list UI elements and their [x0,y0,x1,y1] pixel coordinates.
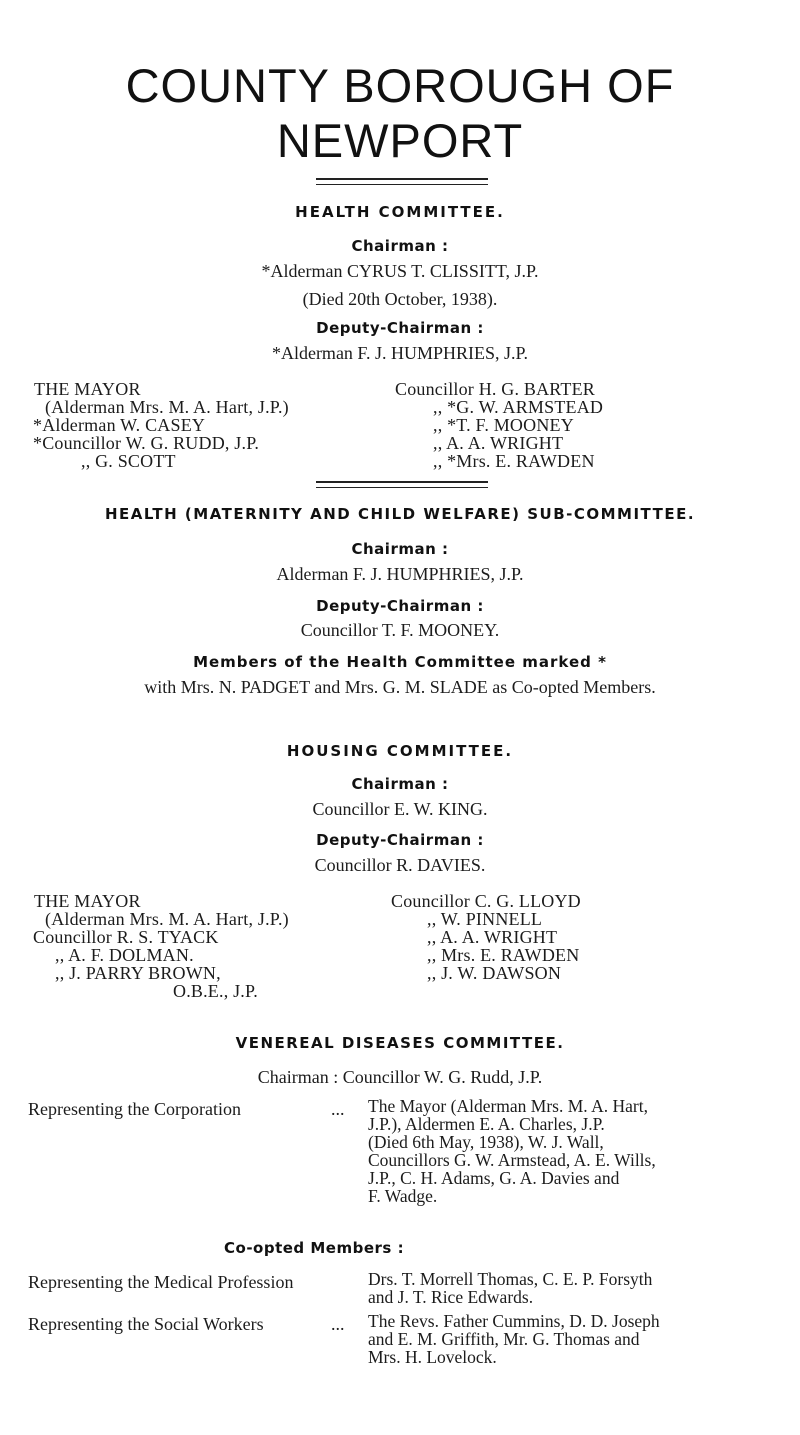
member-entry: ,, *G. W. ARMSTEAD [433,397,604,417]
member-entry: ,, A. A. WRIGHT [433,433,564,453]
members-marked-note: Members of the Health Committee marked * [193,653,607,671]
member-entry: (Alderman Mrs. M. A. Hart, J.P.) [45,397,289,417]
social-label: Representing the Social Workers [28,1314,264,1334]
member-entry: ,, J. PARRY BROWN, [55,963,221,983]
leader-dots: ... [331,1099,345,1119]
member-entry: (Alderman Mrs. M. A. Hart, J.P.) [45,909,289,929]
chairman-label: Chairman : [351,237,449,255]
housing-deputy-chairman: Councillor R. DAVIES. [314,855,486,875]
medical-members [368,1270,652,1306]
member-line: Drs. T. Morrell Thomas, C. E. P. Forsyth [368,1269,653,1289]
health-committee-heading: HEALTH COMMITTEE. [295,203,505,221]
maternity-deputy-chairman: Councillor T. F. MOONEY. [300,620,500,640]
member-entry: ,, Mrs. E. RAWDEN [427,945,580,965]
member-line: J.P.), Aldermen E. A. Charles, J.P. [368,1114,605,1134]
member-entry: ,, *Mrs. E. RAWDEN [433,451,595,471]
divider [316,487,488,488]
member-line: F. Wadge. [368,1186,438,1206]
member-entry: THE MAYOR [34,891,141,911]
divider [316,481,488,483]
health-deputy-chairman: *Alderman F. J. HUMPHRIES, J.P. [271,343,529,363]
divider [316,178,488,180]
member-line: Mrs. H. Lovelock. [368,1347,497,1367]
venereal-chairman: Chairman : Councillor W. G. Rudd, J.P. [257,1067,543,1087]
member-entry: ,, W. PINNELL [427,909,543,929]
member-entry: ,, A. F. DOLMAN. [55,945,194,965]
corporation-label: Representing the Corporation [28,1099,241,1119]
member-entry: THE MAYOR [34,379,141,399]
divider [316,184,488,185]
member-entry: Councillor H. G. BARTER [395,379,596,399]
member-line: (Died 6th May, 1938), W. J. Wall, [368,1132,604,1152]
leader-dots: ... [331,1314,345,1334]
member-line: and E. M. Griffith, Mr. G. Thomas and [368,1329,640,1349]
corporation-members [368,1097,656,1205]
member-entry: *Alderman W. CASEY [33,415,206,435]
member-line: J.P., C. H. Adams, G. A. Davies and [368,1168,620,1188]
document-title: COUNTY BOROUGH OF NEWPORT [125,59,675,167]
member-line: The Mayor (Alderman Mrs. M. A. Hart, [368,1096,648,1116]
maternity-subcommittee-heading: HEALTH (MATERNITY AND CHILD WELFARE) SUB-COMMITTEE. [104,505,696,523]
chairman-label: Chairman : [351,540,449,558]
member-entry: Councillor R. S. TYACK [33,927,219,947]
health-chairman: *Alderman CYRUS T. CLISSITT, J.P. [261,261,539,281]
member-entry: ,, A. A. WRIGHT [427,927,558,947]
member-entry: ,, *T. F. MOONEY [433,415,574,435]
deputy-chairman-label: Deputy-Chairman : [316,319,484,337]
member-entry: Councillor C. G. LLOYD [391,891,581,911]
member-line: Councillors G. W. Armstead, A. E. Wills, [368,1150,656,1170]
chairman-label: Chairman : [351,775,449,793]
health-members-right [395,380,603,470]
deputy-chairman-label: Deputy-Chairman : [316,597,484,615]
member-entry: ,, G. SCOTT [81,451,176,471]
member-entry: *Councillor W. G. RUDD, J.P. [33,433,260,453]
maternity-chairman: Alderman F. J. HUMPHRIES, J.P. [276,564,524,584]
health-members-left [33,380,289,470]
coopted-members-note: with Mrs. N. PADGET and Mrs. G. M. SLADE as Co-opted Members. [144,677,656,697]
housing-members-right [391,892,581,982]
medical-label: Representing the Medical Profession [28,1272,294,1292]
venereal-committee-heading: VENEREAL DISEASES COMMITTEE. [235,1034,565,1052]
housing-chairman: Councillor E. W. KING. [312,799,488,819]
member-entry: ,, J. W. DAWSON [427,963,562,983]
health-chairman-note: (Died 20th October, 1938). [302,289,498,309]
social-members [368,1312,660,1366]
coopted-members-heading: Co-opted Members : [224,1239,405,1257]
member-line: and J. T. Rice Edwards. [368,1287,534,1307]
housing-members-left [33,892,289,1000]
member-entry: O.B.E., J.P. [173,981,258,1001]
housing-committee-heading: HOUSING COMMITTEE. [286,742,514,760]
deputy-chairman-label: Deputy-Chairman : [316,831,484,849]
member-line: The Revs. Father Cummins, D. D. Joseph [368,1311,660,1331]
